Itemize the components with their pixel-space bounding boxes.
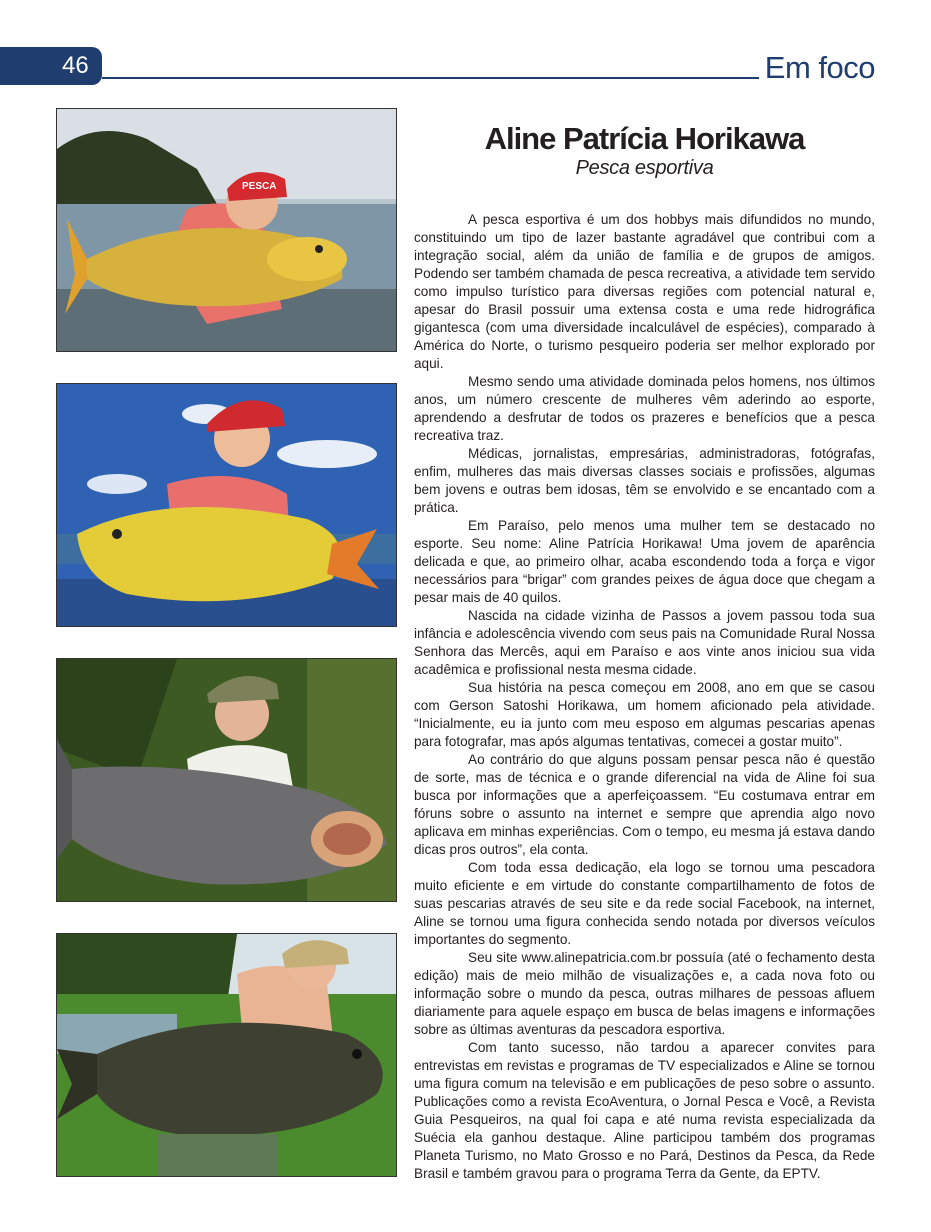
- paragraph: Nascida na cidade vizinha de Passos a jovem passou toda sua infância e adolescência vivendo com seus pais na Comunidade Rural Nossa Senhora das Mercês, aqui em Paraíso e aos vinte anos iniciou sua vida acadêmica e profissional nesta mesma cidade.: [414, 608, 875, 677]
- header-divider: [102, 77, 759, 79]
- photo-catfish-forest: [56, 658, 397, 902]
- photo-dourado-river: [56, 108, 397, 352]
- cap-text: PESCA: [242, 181, 277, 192]
- article-subtitle: Pesca esportiva: [575, 157, 714, 179]
- paragraph: Em Paraíso, pelo menos uma mulher tem se destacado no esporte. Seu nome: Aline Patrícia Horikawa! Uma jovem de aparência delicada e que, ao primeiro olhar, acaba escondendo toda a força e vigor necessários para “brigar” com grandes peixes de água doce que chegam a pesar mais de 40 quilos.: [414, 518, 875, 605]
- paragraph: Seu site www.alinepatricia.com.br possuía (até o fechamento desta edição) mais de meio milhão de visualizações e, a cada nova foto ou informação sobre o mundo da pesca, outras milhares de pessoas afluem diariamente para aquele espaço em busca de belas imagens e informações sobre as últimas aventuras da pescadora esportiva.: [414, 950, 875, 1037]
- article-title: Aline Patrícia Horikawa: [484, 121, 805, 156]
- paragraph: Médicas, jornalistas, empresárias, administradoras, fotógrafas, enfim, mulheres das mais diversas classes sociais e profissões, algumas bem jovens e outras bem idosas, têm se envolvido e se encantado com a prática.: [414, 446, 875, 515]
- paragraph: Com tanto sucesso, não tardou a aparecer convites para entrevistas em revistas e programas de TV especializados e Aline se tornou uma figura comum na televisão e em publicações de peso sobre o assunto. Publicações como a revista EcoAventura, o Jornal Pesca e Você, a Revista Guia Pesqueiros, na qual foi capa e até numa revista especializada da Suécia ela ganhou destaque. Aline participou também dos programas Planeta Turismo, no Mato Grosso e no Pará, Destinos da Pesca, da Rede Brasil e também gravou para o programa Terra da Gente, da EPTV.: [414, 1040, 875, 1181]
- paragraph: Ao contrário do que alguns possam pensar pesca não é questão de sorte, mas de técnica e o grande diferencial na vida de Aline foi sua busca por informações que a aperfeiçoassem. “Eu costumava entrar em fóruns sobre o assunto na internet e sempre que aprendia algo novo aplicava em minhas experiências. Com o tempo, eu mesma já estava dando dicas pros outros”, ela conta.: [414, 752, 875, 857]
- section-title: Em foco: [764, 50, 875, 85]
- page-number: 46: [62, 52, 89, 79]
- paragraph: Sua história na pesca começou em 2008, ano em que se casou com Gerson Satoshi Horikawa, um homem aficionado pela atividade. “Inicialmente, eu ia junto com meu esposo em algumas pescarias apenas para fotografar, mas após algumas tentativas, comecei a gostar muito”.: [414, 680, 875, 749]
- photo-tambaqui-field: [56, 933, 397, 1177]
- paragraph: A pesca esportiva é um dos hobbys mais difundidos no mundo, constituindo um tipo de lazer bastante agradável que contribui com a integração social, além da união de família e de grupos de amigos. Podendo ser também chamada de pesca recreativa, a atividade tem servido como impulso turístico para diversas regiões com potencial natural e, apesar do Brasil possuir uma extensa costa e uma rede hidrográfica gigantesca (com uma diversidade incalculável de espécies), comparado à América do Norte, o turismo pesqueiro poderia ser melhor explorado por aqui.: [414, 212, 875, 371]
- paragraph: Com toda essa dedicação, ela logo se tornou uma pescadora muito eficiente e em virtude do constante compartilhamento de fotos de suas pescarias através de seu site e da rede social Facebook, na internet, Aline se tornou uma figura conhecida sendo notada por diversos veículos importantes do segmento.: [414, 860, 875, 947]
- article-body: [414, 211, 875, 1183]
- photo-dourado-sky: [56, 383, 397, 627]
- paragraph: Mesmo sendo uma atividade dominada pelos homens, nos últimos anos, um número crescente de mulheres vêm aderindo ao esporte, aprendendo a desfrutar de todos os prazeres e benefícios que a pesca recreativa traz.: [414, 374, 875, 443]
